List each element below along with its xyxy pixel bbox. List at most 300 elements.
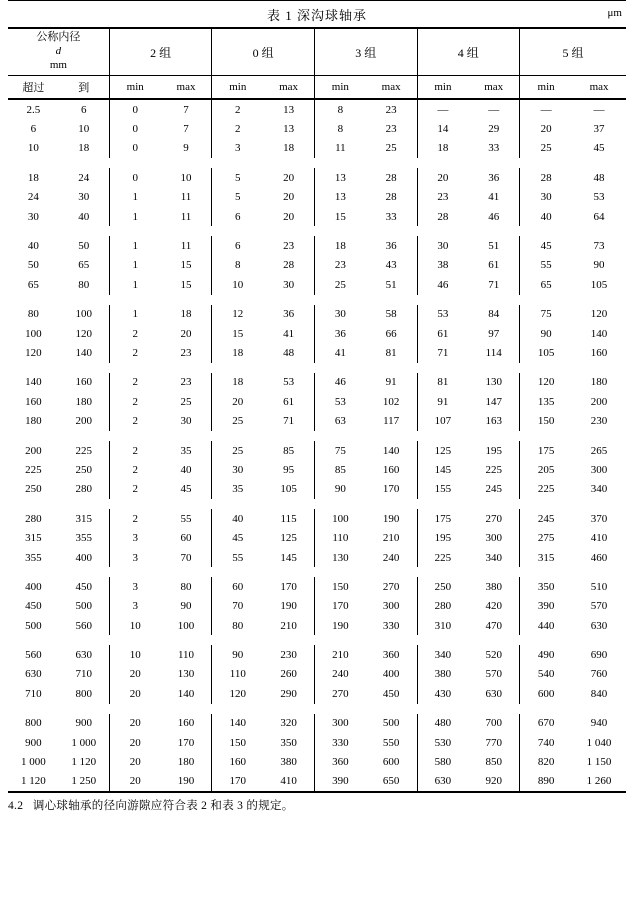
table-cell: 50 bbox=[27, 259, 39, 272]
table-cell: 155 bbox=[434, 483, 452, 496]
table-cell: 12 bbox=[232, 308, 244, 321]
table-cell: 18 bbox=[263, 139, 314, 158]
table-row bbox=[8, 236, 626, 255]
table-cell: 2 bbox=[132, 346, 138, 359]
table-cell: 11 bbox=[161, 236, 212, 255]
table-cell: 20 bbox=[263, 188, 314, 207]
table-cell: 380 bbox=[263, 752, 314, 771]
table-cell: 145 bbox=[263, 548, 314, 567]
table-row bbox=[8, 256, 626, 275]
table-cell: 33 bbox=[366, 207, 417, 226]
subheader-g2-min: min bbox=[109, 76, 160, 100]
spacer-cell bbox=[263, 295, 314, 305]
table-cell: 350 bbox=[537, 580, 555, 593]
table-cell: 940 bbox=[590, 717, 608, 730]
table-cell: 91 bbox=[437, 395, 449, 408]
table-cell: 6 bbox=[235, 210, 241, 223]
table-cell: 43 bbox=[366, 256, 417, 275]
table-cell: 18 bbox=[232, 376, 244, 389]
table-cell: 20 bbox=[129, 717, 141, 730]
table-cell: 320 bbox=[263, 714, 314, 733]
table-cell: 1 bbox=[132, 210, 138, 223]
table-cell: 450 bbox=[366, 684, 417, 703]
table-cell: 75 bbox=[334, 444, 346, 457]
spacer-cell bbox=[366, 499, 417, 509]
table-cell: 440 bbox=[537, 619, 555, 632]
clearance-table bbox=[8, 29, 626, 791]
table-cell: 24 bbox=[27, 191, 39, 204]
table-cell: 355 bbox=[25, 551, 42, 564]
table-row bbox=[8, 411, 626, 430]
table-cell: 630 bbox=[59, 645, 110, 664]
table-cell: 33 bbox=[468, 139, 519, 158]
table-cell: 3 bbox=[132, 532, 138, 545]
table-row bbox=[8, 752, 626, 771]
table-cell: 20 bbox=[129, 668, 141, 681]
table-cell: 163 bbox=[468, 411, 519, 430]
spacer-cell bbox=[417, 431, 468, 441]
spacer-cell bbox=[212, 567, 263, 577]
table-cell: 195 bbox=[468, 441, 519, 460]
table-cell: 2 bbox=[132, 444, 138, 457]
spacer-cell bbox=[263, 363, 314, 373]
table-cell: 270 bbox=[468, 509, 519, 528]
spacer-cell bbox=[520, 499, 573, 509]
table-cell: 520 bbox=[468, 645, 519, 664]
table-row bbox=[8, 207, 626, 226]
spacer-cell bbox=[417, 363, 468, 373]
table-cell: 105 bbox=[537, 346, 555, 359]
table-cell: 58 bbox=[366, 305, 417, 324]
spacer-cell bbox=[366, 567, 417, 577]
table-cell: 45 bbox=[232, 532, 244, 545]
spacer-cell bbox=[468, 226, 519, 236]
table-cell: 6 bbox=[30, 123, 37, 136]
table-cell: 550 bbox=[366, 733, 417, 752]
table-cell: 410 bbox=[263, 772, 314, 791]
bore-label-line1: 公称内径 bbox=[36, 31, 81, 44]
table-cell: 125 bbox=[434, 444, 452, 457]
table-cell: 0 bbox=[132, 171, 138, 184]
spacer-cell bbox=[161, 158, 212, 168]
table-cell: 23 bbox=[161, 343, 212, 362]
table-cell: 28 bbox=[437, 210, 449, 223]
table-cell: 570 bbox=[590, 600, 608, 613]
table-cell: 410 bbox=[590, 532, 608, 545]
table-cell: 30 bbox=[437, 240, 449, 253]
table-cell: 5 bbox=[235, 191, 241, 204]
table-cell: 20 bbox=[129, 736, 141, 749]
table-cell: 1 120 bbox=[20, 775, 46, 788]
table-cell: 63 bbox=[334, 415, 346, 428]
table-cell: 1 bbox=[132, 240, 138, 253]
table-cell: 210 bbox=[263, 616, 314, 635]
spacer-cell bbox=[468, 635, 519, 645]
table-cell: 110 bbox=[332, 532, 349, 545]
table-cell: 130 bbox=[468, 373, 519, 392]
table-cell: 175 bbox=[434, 512, 452, 525]
table-cell: 1 150 bbox=[586, 756, 612, 769]
table-cell: 15 bbox=[161, 256, 212, 275]
bore-label-symbol: d bbox=[55, 45, 62, 58]
table-cell: 120 bbox=[590, 308, 608, 321]
table-cell: 80 bbox=[161, 577, 212, 596]
table-title-bar bbox=[8, 0, 626, 29]
table-cell: 170 bbox=[263, 577, 314, 596]
table-cell: — bbox=[540, 103, 552, 116]
table-cell: 41 bbox=[263, 324, 314, 343]
table-cell: 195 bbox=[434, 532, 452, 545]
table-cell: 66 bbox=[366, 324, 417, 343]
table-row bbox=[8, 684, 626, 703]
table-cell: 820 bbox=[537, 756, 555, 769]
spacer-cell bbox=[520, 363, 573, 373]
table-row bbox=[8, 305, 626, 324]
table-cell: 10 bbox=[59, 119, 110, 138]
table-cell: 670 bbox=[537, 717, 555, 730]
row-spacer bbox=[8, 158, 626, 168]
header-bore-diameter bbox=[8, 29, 109, 76]
spacer-cell bbox=[417, 635, 468, 645]
row-spacer bbox=[8, 363, 626, 373]
table-cell: 55 bbox=[232, 551, 244, 564]
table-cell: 36 bbox=[263, 305, 314, 324]
table-cell: 245 bbox=[537, 512, 555, 525]
table-cell: 630 bbox=[434, 775, 452, 788]
spacer-cell bbox=[8, 295, 59, 305]
table-row bbox=[8, 460, 626, 479]
table-cell: 900 bbox=[25, 736, 42, 749]
table-cell: 340 bbox=[434, 649, 452, 662]
table-cell: 1 000 bbox=[20, 756, 46, 769]
table-cell: 230 bbox=[590, 415, 608, 428]
header-group-0: 0 组 bbox=[212, 29, 315, 76]
spacer-cell bbox=[8, 704, 59, 714]
table-cell: 140 bbox=[59, 343, 110, 362]
table-row bbox=[8, 480, 626, 499]
header-group-2: 2 组 bbox=[109, 29, 212, 76]
table-row bbox=[8, 528, 626, 547]
spacer-cell bbox=[468, 158, 519, 168]
table-cell: 13 bbox=[263, 119, 314, 138]
spacer-cell bbox=[520, 431, 573, 441]
spacer-cell bbox=[366, 158, 417, 168]
spacer-cell bbox=[8, 158, 59, 168]
header-row-subcols bbox=[8, 76, 626, 100]
table-cell: 630 bbox=[590, 619, 608, 632]
table-cell: 200 bbox=[590, 395, 608, 408]
table-cell: 290 bbox=[263, 684, 314, 703]
spacer-cell bbox=[161, 431, 212, 441]
table-cell: 1 260 bbox=[586, 775, 612, 788]
table-cell: 60 bbox=[232, 580, 244, 593]
table-cell: 53 bbox=[263, 373, 314, 392]
spacer-cell bbox=[314, 226, 365, 236]
spacer-cell bbox=[109, 295, 160, 305]
table-cell: 110 bbox=[161, 645, 212, 664]
spacer-cell bbox=[572, 704, 626, 714]
spacer-cell bbox=[468, 431, 519, 441]
spacer-cell bbox=[109, 226, 160, 236]
table-cell: 800 bbox=[25, 717, 42, 730]
spacer-cell bbox=[263, 158, 314, 168]
spacer-cell bbox=[572, 363, 626, 373]
bore-label-unit: mm bbox=[49, 58, 67, 71]
spacer-cell bbox=[263, 704, 314, 714]
table-cell: 145 bbox=[434, 463, 452, 476]
table-cell: 10 bbox=[161, 168, 212, 187]
table-cell: 1 bbox=[132, 308, 138, 321]
table-cell: 450 bbox=[59, 577, 110, 596]
table-cell: 480 bbox=[434, 717, 452, 730]
footer-clause-number: 4.2 bbox=[8, 800, 24, 813]
table-cell: 45 bbox=[593, 142, 605, 155]
table-cell: 30 bbox=[334, 308, 346, 321]
table-cell: 30 bbox=[59, 188, 110, 207]
table-cell: 190 bbox=[161, 772, 212, 791]
table-cell: 130 bbox=[161, 665, 212, 684]
table-cell: 3 bbox=[132, 551, 138, 564]
table-cell: 73 bbox=[593, 240, 605, 253]
table-cell: 102 bbox=[366, 392, 417, 411]
table-cell: 100 bbox=[161, 616, 212, 635]
table-cell: 25 bbox=[540, 142, 552, 155]
table-cell: 23 bbox=[334, 259, 346, 272]
spacer-cell bbox=[314, 158, 365, 168]
table-cell: 23 bbox=[437, 191, 449, 204]
table-cell: 740 bbox=[537, 736, 555, 749]
table-cell: 200 bbox=[25, 444, 42, 457]
table-cell: 35 bbox=[161, 441, 212, 460]
table-cell: 7 bbox=[161, 119, 212, 138]
table-cell: 40 bbox=[161, 460, 212, 479]
table-row bbox=[8, 733, 626, 752]
table-cell: 900 bbox=[59, 714, 110, 733]
table-cell: 100 bbox=[332, 512, 349, 525]
table-cell: 560 bbox=[59, 616, 110, 635]
table-cell: 360 bbox=[366, 645, 417, 664]
table-cell: 40 bbox=[540, 210, 552, 223]
table-cell: 2 bbox=[235, 103, 241, 116]
table-cell: 18 bbox=[232, 346, 244, 359]
table-cell: 205 bbox=[537, 463, 555, 476]
table-cell: 91 bbox=[366, 373, 417, 392]
table-cell: 10 bbox=[129, 619, 141, 632]
spacer-cell bbox=[161, 226, 212, 236]
spacer-cell bbox=[468, 295, 519, 305]
table-cell: 65 bbox=[540, 278, 552, 291]
spacer-cell bbox=[59, 635, 110, 645]
table-cell: 25 bbox=[232, 415, 244, 428]
table-cell: 0 bbox=[132, 123, 138, 136]
table-cell: 30 bbox=[540, 191, 552, 204]
table-cell: 23 bbox=[366, 99, 417, 119]
table-cell: 460 bbox=[590, 551, 608, 564]
table-cell: 40 bbox=[27, 240, 39, 253]
table-cell: 18 bbox=[161, 305, 212, 324]
table-cell: 28 bbox=[366, 168, 417, 187]
spacer-cell bbox=[366, 363, 417, 373]
subheader-g5-min: min bbox=[520, 76, 573, 100]
table-cell: 51 bbox=[468, 236, 519, 255]
spacer-cell bbox=[59, 363, 110, 373]
table-cell: 2 bbox=[132, 463, 138, 476]
table-cell: 13 bbox=[263, 99, 314, 119]
table-cell: 3 bbox=[132, 600, 138, 613]
table-row bbox=[8, 139, 626, 158]
spacer-cell bbox=[417, 567, 468, 577]
table-cell: 650 bbox=[366, 772, 417, 791]
spacer-cell bbox=[8, 363, 59, 373]
spacer-cell bbox=[212, 431, 263, 441]
table-cell: 470 bbox=[468, 616, 519, 635]
table-cell: 180 bbox=[161, 752, 212, 771]
table-cell: 45 bbox=[540, 240, 552, 253]
table-cell: 105 bbox=[590, 278, 608, 291]
spacer-cell bbox=[314, 431, 365, 441]
table-row bbox=[8, 509, 626, 528]
table-cell: 250 bbox=[434, 580, 452, 593]
table-cell: 20 bbox=[437, 171, 449, 184]
table-cell: 110 bbox=[229, 668, 246, 681]
spacer-cell bbox=[468, 567, 519, 577]
table-cell: 500 bbox=[25, 619, 42, 632]
table-cell: 11 bbox=[335, 142, 346, 155]
table-cell: 10 bbox=[27, 142, 39, 155]
table-row bbox=[8, 577, 626, 596]
table-cell: 81 bbox=[366, 343, 417, 362]
table-cell: 100 bbox=[25, 327, 42, 340]
table-cell: 170 bbox=[332, 600, 349, 613]
spacer-cell bbox=[109, 158, 160, 168]
spacer-cell bbox=[161, 363, 212, 373]
row-spacer bbox=[8, 295, 626, 305]
spacer-cell bbox=[572, 635, 626, 645]
table-cell: 105 bbox=[263, 480, 314, 499]
table-header bbox=[8, 29, 626, 99]
table-cell: 560 bbox=[25, 649, 42, 662]
table-cell: 280 bbox=[25, 512, 42, 525]
table-cell: 29 bbox=[468, 119, 519, 138]
spacer-cell bbox=[417, 295, 468, 305]
table-cell: 53 bbox=[437, 308, 449, 321]
table-cell: 160 bbox=[161, 714, 212, 733]
table-cell: 13 bbox=[334, 191, 346, 204]
spacer-cell bbox=[8, 226, 59, 236]
table-cell: 15 bbox=[161, 275, 212, 294]
table-cell: 11 bbox=[161, 188, 212, 207]
table-cell: 8 bbox=[337, 103, 344, 116]
table-row bbox=[8, 548, 626, 567]
table-row bbox=[8, 119, 626, 138]
table-cell: 600 bbox=[537, 687, 555, 700]
table-cell: 28 bbox=[263, 256, 314, 275]
table-cell: 0 bbox=[132, 142, 138, 155]
table-row bbox=[8, 665, 626, 684]
spacer-cell bbox=[59, 704, 110, 714]
table-cell: 250 bbox=[25, 483, 42, 496]
table-cell: 70 bbox=[161, 548, 212, 567]
table-cell: 35 bbox=[232, 483, 244, 496]
table-cell: 490 bbox=[537, 649, 555, 662]
table-cell: 80 bbox=[59, 275, 110, 294]
table-cell: 800 bbox=[59, 684, 110, 703]
table-cell: 540 bbox=[537, 668, 555, 681]
spacer-cell bbox=[520, 226, 573, 236]
table-cell: 24 bbox=[59, 168, 110, 187]
table-cell: 630 bbox=[468, 684, 519, 703]
table-cell: 1 250 bbox=[59, 772, 110, 791]
unit-label: μm bbox=[607, 7, 622, 19]
spacer-cell bbox=[8, 567, 59, 577]
table-cell: 250 bbox=[59, 460, 110, 479]
table-cell: 530 bbox=[434, 736, 452, 749]
table-body bbox=[8, 99, 626, 791]
table-cell: 1 120 bbox=[59, 752, 110, 771]
table-cell: 147 bbox=[468, 392, 519, 411]
footer-clause-text: 调心球轴承的径向游隙应符合表 2 和表 3 的规定。 bbox=[32, 800, 294, 813]
table-cell: 81 bbox=[437, 376, 449, 389]
spacer-cell bbox=[366, 635, 417, 645]
table-cell: 48 bbox=[263, 343, 314, 362]
table-cell: 6 bbox=[235, 240, 241, 253]
table-cell: 170 bbox=[366, 480, 417, 499]
subheader-bore-to: 到 bbox=[59, 76, 110, 100]
spacer-cell bbox=[520, 567, 573, 577]
table-cell: 30 bbox=[161, 411, 212, 430]
table-cell: 150 bbox=[229, 736, 247, 749]
subheader-g0-max: max bbox=[263, 76, 314, 100]
table-row bbox=[8, 645, 626, 664]
spacer-cell bbox=[572, 567, 626, 577]
table-cell: 3 bbox=[235, 142, 241, 155]
table-cell: 380 bbox=[434, 668, 452, 681]
table-cell: 40 bbox=[59, 207, 110, 226]
table-cell: 7 bbox=[161, 99, 212, 119]
table-cell: 85 bbox=[334, 463, 346, 476]
spacer-cell bbox=[520, 158, 573, 168]
table-cell: 300 bbox=[332, 717, 349, 730]
table-cell: 580 bbox=[434, 756, 452, 769]
table-cell: 25 bbox=[161, 392, 212, 411]
table-cell: 330 bbox=[332, 736, 349, 749]
header-group-3: 3 组 bbox=[314, 29, 417, 76]
table-cell: 41 bbox=[468, 188, 519, 207]
table-cell: 46 bbox=[437, 278, 449, 291]
spacer-cell bbox=[109, 431, 160, 441]
table-cell: 51 bbox=[366, 275, 417, 294]
table-cell: 160 bbox=[229, 756, 247, 769]
spacer-cell bbox=[109, 499, 160, 509]
row-spacer bbox=[8, 635, 626, 645]
table-cell: 630 bbox=[25, 668, 42, 681]
table-cell: 40 bbox=[232, 512, 244, 525]
table-cell: 1 bbox=[132, 191, 138, 204]
table-cell: 300 bbox=[366, 597, 417, 616]
spacer-cell bbox=[572, 431, 626, 441]
table-cell: 140 bbox=[366, 441, 417, 460]
header-group-5: 5 组 bbox=[520, 29, 626, 76]
table-cell: 275 bbox=[537, 532, 555, 545]
spacer-cell bbox=[8, 431, 59, 441]
table-cell: 690 bbox=[590, 649, 608, 662]
table-cell: — bbox=[593, 103, 605, 116]
table-cell: 240 bbox=[366, 548, 417, 567]
table-cell: 430 bbox=[434, 687, 452, 700]
table-cell: 175 bbox=[537, 444, 555, 457]
row-spacer bbox=[8, 499, 626, 509]
table-cell: 390 bbox=[332, 775, 349, 788]
